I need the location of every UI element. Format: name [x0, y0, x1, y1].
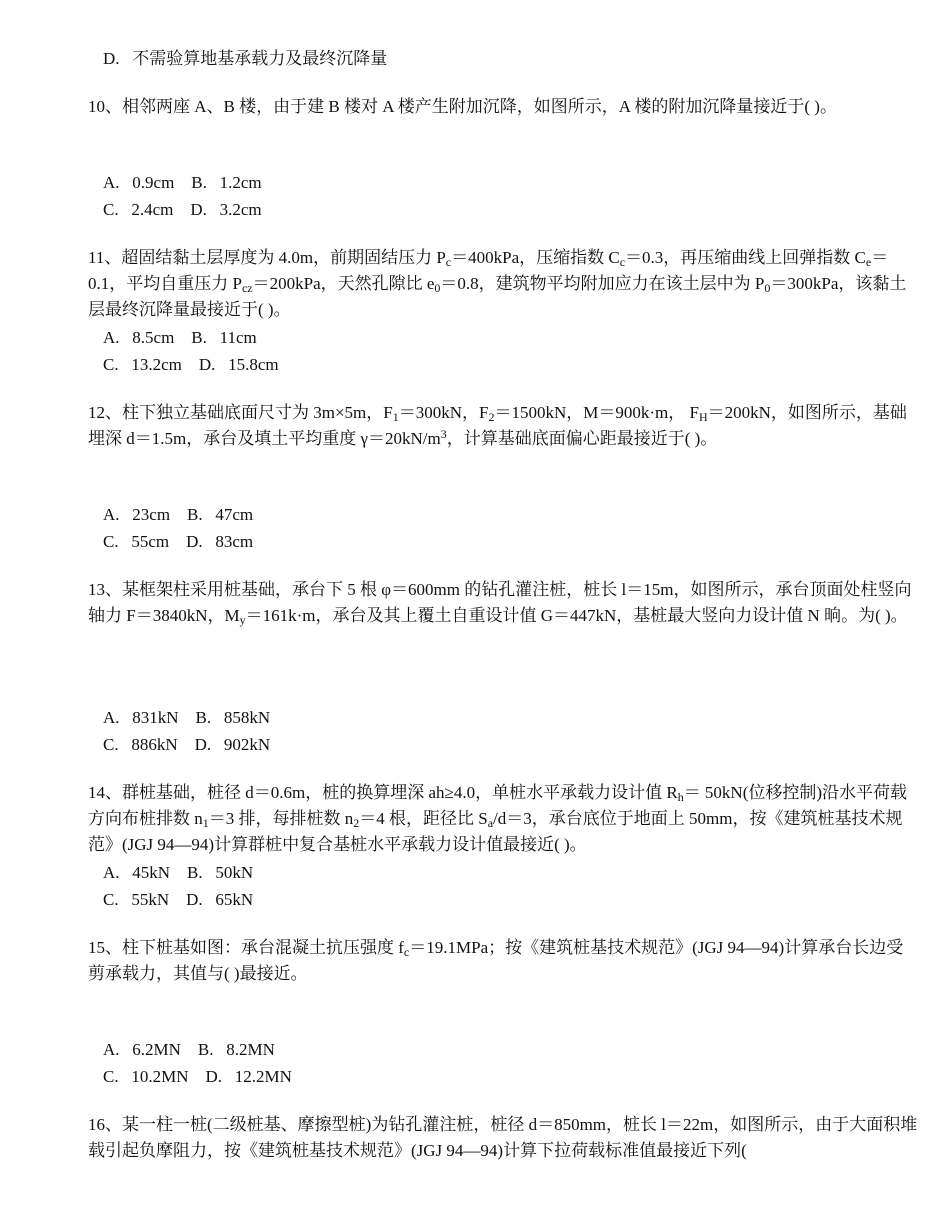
question-12: [88, 400, 918, 452]
question-14-options-ab: A. 45kN B. 50kN: [103, 863, 254, 882]
question-15-options-cd: C. 10.2MN D. 12.2MN: [103, 1067, 292, 1086]
q9-option-d: D. 不需验算地基承载力及最终沉降量: [103, 49, 388, 68]
question-12-stem: 12、柱下独立基础底面尺寸为 3m×5m，$F_1=300kN$，$F_2=1500kN$，M＝900k·m， $F_H=200kN$，如图所示，基础埋深 d＝1.5m，承台及填土平均重度 $\gamma=20kN/m^3$，计算基础底面偏心距最接近于( )。: [88, 403, 907, 448]
question-10-stem: 10、相邻两座 A、B 楼，由于建 B 楼对 A 楼产生附加沉降，如图所示，A 楼的附加沉降量接近于( )。: [88, 97, 837, 116]
question-14: [88, 780, 918, 858]
question-10-options-cd: C. 2.4cm D. 3.2cm: [103, 200, 262, 219]
question-13-options-ab: A. 831kN B. 858kN: [103, 708, 271, 727]
question-11-options-cd: C. 13.2cm D. 15.8cm: [103, 355, 279, 374]
question-16-stem: 16、某一柱一桩(二级桩基、摩擦型桩)为钻孔灌注桩，桩径 d＝850mm，桩长 l＝22m，如图所示，由于大面积堆载引起负摩阻力，按《建筑桩基技术规范》(JGJ 94—94)计算下拉荷载标准值最接近下列(: [88, 1115, 918, 1160]
question-11-stem: 11、超固结黏土层厚度为 4.0m，前期固结压力 $P_c=400kPa$，压缩指数 $C_c=0.3$，再压缩曲线上回弹指数 $C_e=0.1$，平均自重压力 $P_{cz}=200kPa$，天然孔隙比 $e_0=0.8$，建筑物平均附加应力在该土层中为 $P_0=300kPa$，该黏土层最终沉降量最接近于( )。: [88, 248, 907, 319]
question-11-options-ab: A. 8.5cm B. 11cm: [103, 328, 257, 347]
question-10-options-ab: A. 0.9cm B. 1.2cm: [103, 173, 262, 192]
question-16: [88, 1112, 918, 1164]
question-14-options-cd: C. 55kN D. 65kN: [103, 890, 254, 909]
question-13-options-cd: C. 886kN D. 902kN: [103, 735, 271, 754]
question-15-stem: 15、柱下桩基如图：承台混凝土抗压强度 $f_c=19.1MPa$；按《建筑桩基技术规范》(JGJ 94—94)计算承台长边受剪承载力，其值与( )最接近。: [88, 938, 904, 983]
question-12-options-ab: A. 23cm B. 47cm: [103, 505, 254, 524]
question-13: [88, 577, 918, 629]
question-14-stem: 14、群桩基础，桩径 d＝0.6m，桩的换算埋深 ah≥4.0，单桩水平承载力设计值 $R_h= 50kN$(位移控制)沿水平荷载方向布桩排数 $n_1=3$ 排，每排桩数 $n_2=4$ 根，距径比 $S_a/d=3$，承台底位于地面上 50mm，按《建筑桩基技术规范》(JGJ 94—94)计算群桩中复合基桩水平承载力设计值最接近( )。: [88, 783, 908, 854]
question-13-stem: 13、某框架柱采用桩基础，承台下 5 根 φ＝600mm 的钻孔灌注桩，桩长 l＝15m，如图所示，承台顶面处柱竖向轴力 F＝3840kN，$M_y=161k\cdot m$，承台及其上覆土自重设计值 G＝447kN，基桩最大竖向力设计值 N 晌。为( )。: [88, 580, 912, 627]
question-15-options-ab: A. 6.2MN B. 8.2MN: [103, 1040, 275, 1059]
question-10: [88, 94, 918, 120]
question-15: [88, 935, 918, 987]
question-12-options-cd: C. 55cm D. 83cm: [103, 532, 254, 551]
question-11: [88, 245, 918, 323]
